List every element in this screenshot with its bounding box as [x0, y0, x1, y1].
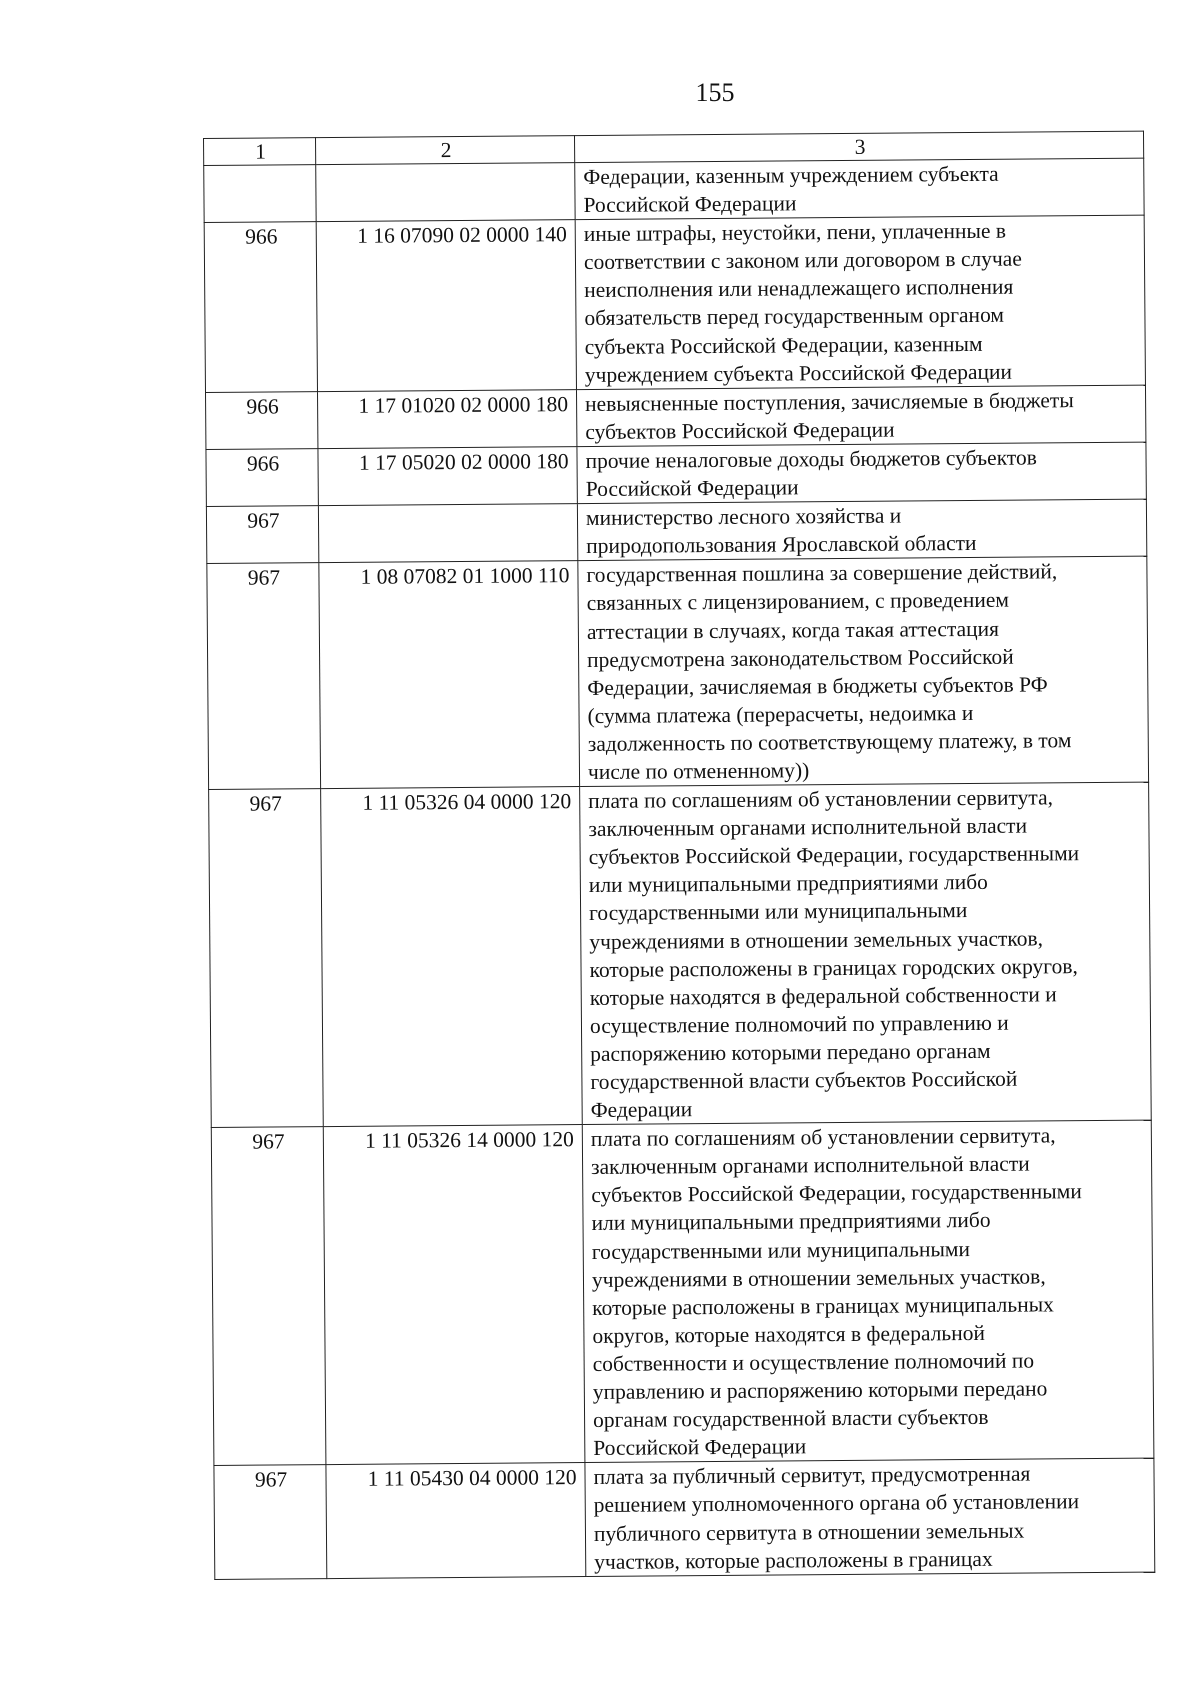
- description-line: аттестации в случаях, когда такая аттестация: [586, 616, 1000, 644]
- table-row: [207, 556, 1149, 789]
- revenue-code-cell: [318, 504, 577, 563]
- description-line: государственными или муниципальными: [591, 1236, 971, 1264]
- table-row: [209, 782, 1152, 1127]
- description-line: плата по соглашениям об установлении сервитута,: [588, 785, 1054, 814]
- description-line: распоряжению которыми передано органам: [590, 1038, 991, 1066]
- admin-code-cell: 966: [206, 449, 318, 507]
- description-line: органам государственной власти субъектов: [592, 1404, 989, 1433]
- revenue-code-cell: 1 11 05326 14 0000 120: [323, 1125, 585, 1465]
- description-line: Российской Федерации: [585, 475, 799, 502]
- admin-code-cell: 967: [206, 506, 318, 564]
- description-line: или муниципальными предприятиями либо: [591, 1208, 991, 1236]
- description-line: собственности и осуществление полномочий по: [592, 1348, 1035, 1376]
- admin-code-cell: 966: [204, 222, 317, 392]
- description-cell: [577, 442, 1146, 504]
- description-line: которые расположены в границах муниципальных: [592, 1292, 1054, 1320]
- description-line: государственной власти субъектов Российской: [590, 1066, 1018, 1094]
- admin-code-cell: 967: [209, 789, 324, 1128]
- description-line: публичного сервитута в отношении земельных: [593, 1518, 1025, 1546]
- description-line: управлению и распоряжению которыми передано: [592, 1376, 1048, 1405]
- description-line: заключенным органами исполнительной власти: [588, 813, 1028, 842]
- description-line: числе по отмененному)): [587, 758, 810, 784]
- budget-codes-table: [203, 131, 1155, 1580]
- revenue-code-cell: 1 11 05326 04 0000 120: [321, 787, 583, 1127]
- description-line: природопользования Ярославской области: [586, 531, 977, 559]
- revenue-code-cell: 1 11 05430 04 0000 120: [326, 1463, 586, 1578]
- description-line: Российской Федерации: [583, 191, 797, 218]
- description-line: субъектов Российской Федерации, государственными: [588, 841, 1080, 870]
- description-line: учреждениями в отношении земельных участков,: [591, 1264, 1046, 1292]
- description-line: которые находятся в федеральной собственности и: [589, 982, 1057, 1010]
- table-row: [206, 442, 1146, 507]
- column-header-1: 1: [204, 138, 316, 166]
- table-row: [206, 499, 1146, 564]
- description-line: невыясненные поступления, зачисляемые в бюджеты: [585, 387, 1074, 416]
- revenue-code-cell: 1 17 01020 02 0000 180: [317, 389, 576, 448]
- description-line: министерство лесного хозяйства и: [585, 503, 902, 531]
- description-line: субъектов Российской Федерации: [585, 417, 895, 444]
- description-cell: [580, 782, 1152, 1125]
- description-line: Федерации: [590, 1097, 693, 1123]
- description-line: Федерации, казенным учреждением субъекта: [583, 161, 999, 190]
- description-line: государственная пошлина за совершение действий,: [586, 559, 1058, 588]
- table-row: [204, 215, 1145, 392]
- table-row: [214, 1458, 1155, 1579]
- column-header-3: 3: [574, 131, 1143, 162]
- description-cell: [577, 499, 1146, 561]
- table-row: [204, 158, 1144, 223]
- revenue-code-cell: 1 16 07090 02 0000 140: [316, 220, 576, 392]
- description-line: решением уполномоченного органа об установлении: [593, 1489, 1080, 1518]
- description-line: плата по соглашениям об установлении сервитута,: [590, 1123, 1056, 1152]
- revenue-code-cell: [316, 163, 575, 222]
- description-line: учреждением субъекта Российской Федерации: [584, 359, 1013, 387]
- description-line: заключенным органами исполнительной власти: [591, 1151, 1030, 1180]
- description-line: которые расположены в границах городских округов,: [589, 953, 1078, 982]
- revenue-code-cell: 1 17 05020 02 0000 180: [318, 447, 577, 506]
- description-line: прочие неналоговые доходы бюджетов субъектов: [585, 445, 1037, 473]
- description-line: учреждениями в отношении земельных участков,: [589, 925, 1044, 954]
- description-line: округов, которые находятся в федеральной: [592, 1320, 986, 1348]
- admin-code-cell: 966: [205, 391, 317, 449]
- admin-code-cell: [204, 165, 316, 223]
- description-cell: [575, 215, 1145, 389]
- description-cell: [575, 158, 1144, 220]
- table-row: [211, 1120, 1154, 1465]
- description-line: предусмотрена законодательством Российской: [587, 644, 1014, 672]
- description-line: государственными или муниципальными: [589, 898, 968, 926]
- description-line: задолженность по соответствующему платежу, в том: [587, 728, 1072, 756]
- column-header-2: 2: [316, 136, 575, 165]
- description-line: плата за публичный сервитут, предусмотренная: [593, 1461, 1031, 1490]
- description-line: обязательств перед государственным органом: [584, 303, 1005, 331]
- admin-code-cell: 967: [214, 1465, 327, 1579]
- table-row: [205, 385, 1145, 450]
- description-cell: [585, 1458, 1155, 1576]
- description-line: участков, которые расположены в границах: [594, 1546, 993, 1574]
- admin-code-cell: 967: [207, 563, 321, 790]
- description-line: Федерации, зачисляемая в бюджеты субъектов РФ: [587, 672, 1048, 700]
- description-line: или муниципальными предприятиями либо: [588, 870, 988, 898]
- description-line: субъектов Российской Федерации, государственными: [591, 1179, 1082, 1208]
- document-sheet: [203, 131, 1154, 1580]
- description-line: иные штрафы, неустойки, пени, уплаченные в: [583, 218, 1007, 247]
- description-line: соответствии с законом или договором в случае: [583, 246, 1022, 275]
- description-line: связанных с лицензированием, с проведением: [586, 588, 1010, 616]
- description-cell: [576, 385, 1145, 447]
- description-cell: [582, 1120, 1154, 1463]
- page-number: 155: [695, 78, 735, 107]
- description-cell: [578, 556, 1149, 786]
- description-line: субъекта Российской Федерации, казенным: [584, 331, 983, 359]
- description-line: осуществление полномочий по управлению и: [589, 1010, 1009, 1038]
- admin-code-cell: 967: [211, 1127, 326, 1466]
- description-line: Российской Федерации: [593, 1434, 807, 1461]
- description-line: неисполнения или ненадлежащего исполнения: [584, 275, 1014, 303]
- revenue-code-cell: 1 08 07082 01 1000 110: [319, 561, 580, 789]
- description-line: (сумма платежа (перерасчеты, недоимка и: [587, 700, 974, 728]
